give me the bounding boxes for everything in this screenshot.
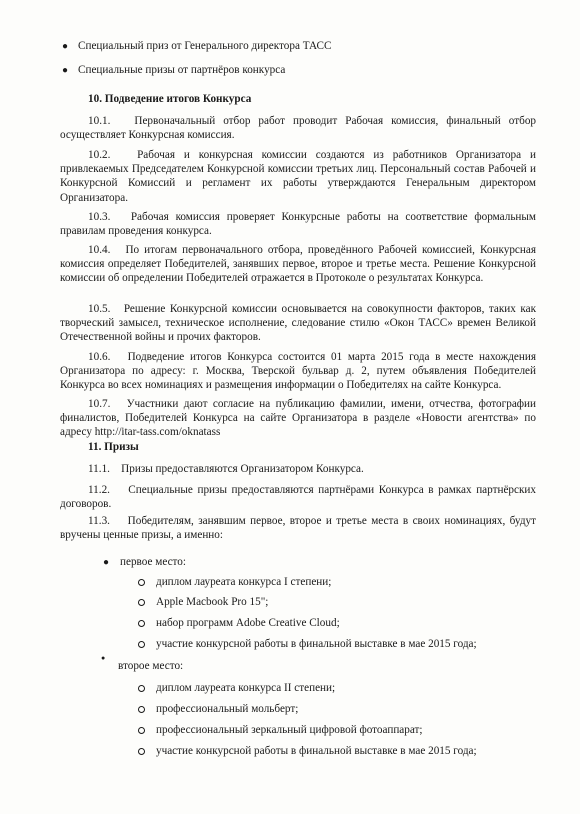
prize-item: Apple Macbook Pro 15";: [156, 596, 269, 608]
paragraph-text: По итогам первоначального отбора, проведённого Рабочей комиссией, Конкурсная комиссия определяет Победителей, занявших первое, второе и третье места. Решение Конкурсной комиссии об определении Победителей отражается в Протоколе о результатах Конкурса.: [60, 244, 536, 285]
prize-item: профессиональный мольберт;: [156, 703, 299, 715]
circle-bullet-icon: [138, 685, 145, 692]
paragraph-number: 10.5.: [88, 303, 111, 315]
paragraph-number: 10.7.: [88, 398, 111, 410]
paragraph: [60, 514, 536, 542]
paragraph: [60, 397, 536, 440]
circle-bullet-icon: [138, 748, 145, 755]
prize-item: диплом лауреата конкурса II степени;: [156, 682, 336, 694]
bullet-text: Специальный приз от Генерального директора ТАСС: [78, 40, 332, 52]
paragraph: [60, 483, 536, 511]
paragraph-text: Решение Конкурсной комиссии основывается на совокупности факторов, таких как творческий замысел, техническое исполнение, следование стилю «Окон ТАСС» времен Великой Отечественной войны и прочих факторов.: [60, 303, 536, 344]
paragraph-text: Подведение итогов Конкурса состоится 01 марта 2015 года в месте нахождения Организатора по адресу: г. Москва, Тверской бульвар д. 2, путем объявления Победителей Конкурса во всех номинациях и размещения информации о Победителях на сайте Конкурса.: [60, 351, 536, 392]
prize-item: профессиональный зеркальный цифровой фотоаппарат;: [156, 724, 423, 736]
paragraph: [60, 302, 536, 345]
bullet-icon: ●: [101, 654, 106, 662]
paragraph-text: Рабочая комиссия проверяет Конкурсные работы на соответствие формальным правилам проведения конкурса.: [60, 211, 537, 238]
paragraph: [60, 243, 536, 286]
paragraph-number: 11.1.: [88, 463, 110, 475]
section-heading: 10. Подведение итогов Конкурса: [88, 93, 252, 105]
bullet-text: Специальные призы от партнёров конкурса: [78, 64, 286, 76]
paragraph-text: Специальные призы предоставляются партнёрами Конкурса в рамках партнёрских договоров.: [60, 484, 537, 511]
circle-bullet-icon: [138, 727, 145, 734]
prize-item: участие конкурсной работы в финальной выставке в мае 2015 года;: [156, 745, 477, 757]
circle-bullet-icon: [138, 706, 145, 713]
bullet-icon: ●: [103, 557, 110, 568]
bullet-icon: ●: [62, 65, 69, 76]
paragraph: [60, 462, 536, 476]
paragraph-number: 10.1.: [88, 115, 111, 127]
circle-bullet-icon: [138, 579, 145, 586]
paragraph-number: 11.2.: [88, 484, 110, 496]
paragraph-number: 11.3.: [88, 515, 110, 527]
section-heading: 11. Призы: [88, 441, 139, 453]
paragraph-number: 10.3.: [88, 211, 111, 223]
circle-bullet-icon: [138, 599, 145, 606]
paragraph: [60, 350, 536, 393]
paragraph: [60, 114, 536, 142]
prize-item: набор программ Adobe Creative Cloud;: [156, 617, 340, 629]
paragraph-text: Участники дают согласие на публикацию фамилии, имени, отчества, фотографии финалистов, Победителей Конкурса на сайте Организатора в разделе «Новости агентства» по адресу http://itar-tass.com/oknatass: [60, 398, 537, 439]
paragraph-text: Победителям, занявшим первое, второе и третье места в своих номинациях, будут вручены ценные призы, а именно:: [60, 515, 536, 542]
paragraph-number: 10.4.: [88, 244, 111, 256]
bullet-icon: ●: [62, 41, 69, 52]
prize-item: участие конкурсной работы в финальной выставке в мае 2015 года;: [156, 638, 477, 650]
paragraph: [60, 148, 536, 205]
paragraph-text: Призы предоставляются Организатором Конкурса.: [121, 463, 364, 475]
place-label: первое место:: [120, 556, 186, 568]
prize-item: диплом лауреата конкурса I степени;: [156, 576, 332, 588]
paragraph: [60, 210, 536, 238]
paragraph-text: Первоначальный отбор работ проводит Рабочая комиссия, финальный отбор осуществляет Конкурсная комиссия.: [60, 115, 537, 142]
paragraph-number: 10.2.: [88, 149, 111, 161]
place-label: второе место:: [118, 660, 184, 672]
circle-bullet-icon: [138, 620, 145, 627]
paragraph-text: Рабочая и конкурсная комиссии создаются из работников Организатора и привлекаемых Председателем Конкурсной комиссии третьих лиц. Персональный состав Рабочей и Конкурсной Комиссий и регламент их работы утверждаются Генеральным директором Организатора.: [60, 149, 536, 204]
circle-bullet-icon: [138, 641, 145, 648]
paragraph-number: 10.6.: [88, 351, 111, 363]
